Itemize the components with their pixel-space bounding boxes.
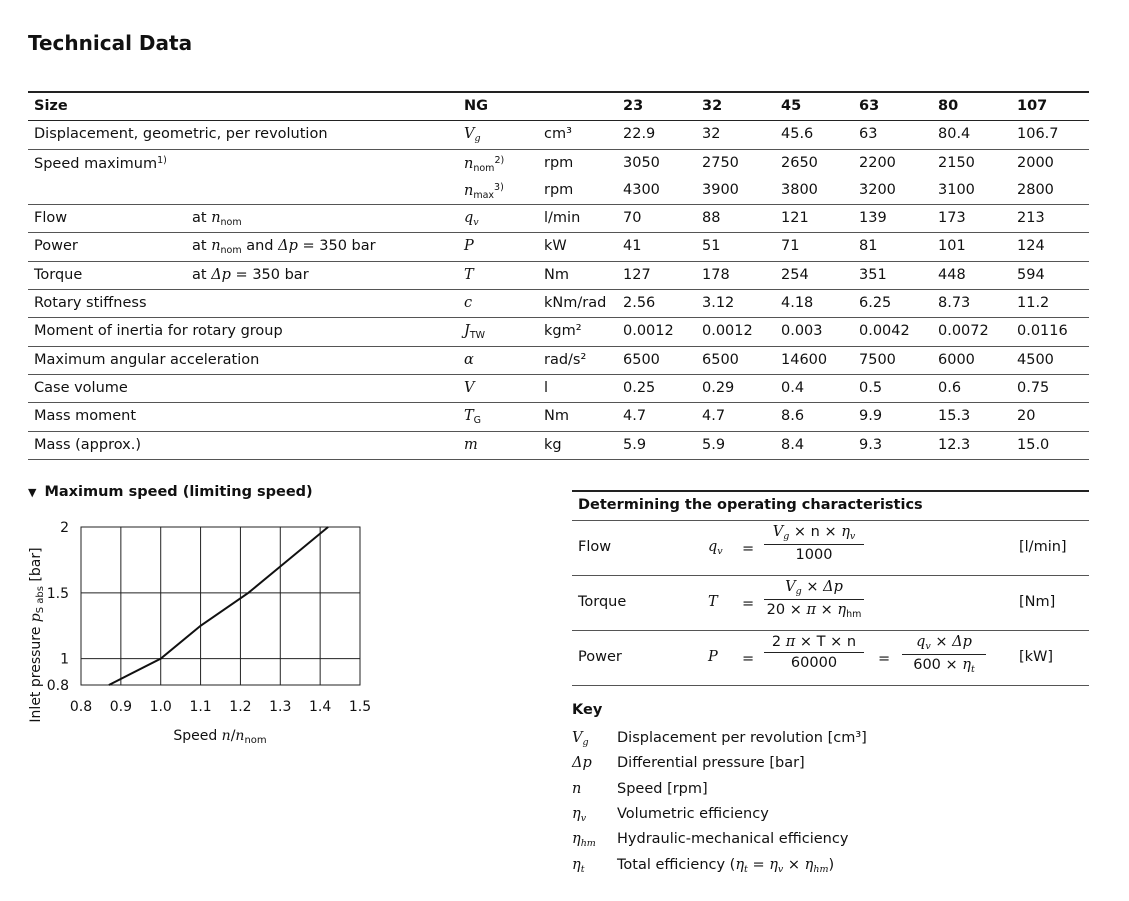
table-cell: 3900 (702, 181, 739, 198)
x-tick-label: 1.3 (269, 699, 292, 715)
x-tick-label: 1.1 (189, 699, 212, 715)
formula-unit: [kW] (1019, 649, 1054, 665)
row-symbol: α (464, 351, 474, 368)
key-text: Hydraulic-mechanical efficiency (617, 831, 849, 847)
header-size: Size (34, 98, 68, 114)
table-cell: 0.4 (781, 379, 805, 396)
table-cell: 6500 (623, 351, 660, 368)
row-label: Flow (34, 210, 68, 227)
table-row (28, 318, 1089, 346)
formula-equals: = (742, 651, 755, 667)
y-tick-label: 0.8 (46, 678, 69, 694)
table-cell: 594 (1017, 266, 1045, 283)
formula-fraction: $\frac{q_v \times \Delta p}{600 \times \eta_t}$ (902, 634, 986, 675)
formula-label: Torque (578, 594, 627, 610)
table-cell: 4.7 (623, 408, 647, 425)
table-cell: 63 (859, 126, 878, 143)
chart-title: ▼ Maximum speed (limiting speed) (28, 484, 313, 500)
x-tick-label: 0.9 (109, 699, 132, 715)
chart-xlabel: Speed $n/n_{nom}$ (173, 728, 267, 746)
table-cell: 20 (1017, 408, 1036, 425)
row-unit: kgm² (544, 323, 582, 340)
table-row (28, 290, 1089, 318)
table-row (28, 403, 1089, 431)
table-cell: 8.4 (781, 436, 805, 453)
x-tick-label: 1.0 (149, 699, 172, 715)
row-label: Moment of inertia for rotary group (34, 323, 283, 340)
table-cell: 15.0 (1017, 436, 1050, 453)
formula-label: Power (578, 649, 622, 665)
row-symbol: c (464, 295, 473, 312)
row-symbol: $n_{max}^{3)}$ (464, 181, 504, 201)
row-unit: rpm (544, 181, 574, 198)
formula-fraction: $V_g \times \Delta p$ $20 \times \pi \times \eta_{hm}$ (764, 579, 864, 620)
table-row (28, 205, 1089, 233)
table-row (28, 432, 1089, 460)
table-cell: 3800 (781, 181, 818, 198)
x-tick-label: 1.4 (309, 699, 332, 715)
row-symbol: V (464, 379, 475, 396)
row-symbol: T (464, 266, 474, 283)
row-unit: kNm/rad (544, 295, 607, 312)
table-row (28, 262, 1089, 290)
formula-symbol: T (708, 594, 718, 610)
chart-series (109, 527, 328, 685)
table-cell: 4300 (623, 181, 660, 198)
table-cell: 6500 (702, 351, 739, 368)
table-cell: 0.75 (1017, 379, 1050, 396)
table-cell: 22.9 (623, 126, 656, 143)
row-symbol: $n_{nom}^{2)}$ (464, 154, 505, 174)
plot-frame (81, 527, 360, 685)
table-cell: 3.12 (702, 295, 735, 312)
key-text: Total efficiency $(\eta_t = \eta_v \times \eta_{hm})$ (617, 857, 835, 875)
row-symbol: $T_G$ (464, 408, 482, 427)
formula-label: Flow (578, 539, 612, 555)
speed-chart (20, 515, 400, 755)
table-cell: 0.6 (938, 379, 962, 396)
y-tick-label: 1.5 (46, 585, 69, 602)
table-cell: 0.29 (702, 379, 735, 396)
key-title: Key (572, 702, 603, 718)
formula-unit: [l/min] (1019, 539, 1067, 555)
table-cell: 121 (781, 210, 809, 227)
key-symbol: Δp (572, 755, 592, 771)
x-tick-label: 0.8 (69, 699, 93, 715)
formula-equals: = (742, 541, 755, 557)
table-cell: 173 (938, 210, 966, 227)
table-cell: 2150 (938, 154, 975, 171)
table-cell: 0.0116 (1017, 323, 1068, 340)
table-cell: 3050 (623, 154, 660, 171)
header-size-value: 107 (1017, 98, 1048, 114)
table-cell: 2000 (1017, 154, 1054, 171)
row-condition: at $n_{nom}$ (192, 210, 242, 229)
table-cell: 213 (1017, 210, 1045, 227)
formula-equals: = (878, 651, 891, 667)
row-unit: kW (544, 238, 567, 255)
row-condition: at $n_{nom}$ and Δp = 350 bar (192, 238, 376, 257)
row-label: Mass moment (34, 408, 137, 425)
formula-fraction: $\frac{V_g \times n \times \eta_v}{1000}$ (764, 524, 864, 563)
table-cell: 81 (859, 238, 878, 255)
chart-ylabel: Inlet pressure $p_{S abs}$ [bar] (28, 547, 46, 723)
table-cell: 11.2 (1017, 295, 1050, 312)
header-symbol: NG (464, 98, 489, 114)
table-cell: 32 (702, 126, 721, 143)
formula-symbol: P (708, 649, 718, 665)
key-text: Speed [rpm] (617, 781, 708, 797)
row-unit: kg (544, 436, 562, 453)
table-cell: 6000 (938, 351, 975, 368)
key-text: Displacement per revolution [cm³] (617, 730, 867, 746)
table-cell: 3100 (938, 181, 975, 198)
series-line-limit (109, 527, 328, 685)
y-tick-label: 2 (60, 520, 69, 536)
table-cell: 12.3 (938, 436, 971, 453)
formula-row-torque (572, 576, 1089, 631)
table-cell: 8.6 (781, 408, 805, 425)
table-cell: 0.003 (781, 323, 823, 340)
table-cell: 2750 (702, 154, 739, 171)
table-cell: 2200 (859, 154, 896, 171)
table-cell: 0.0072 (938, 323, 989, 340)
table-cell: 351 (859, 266, 887, 283)
row-label: Rotary stiffness (34, 295, 147, 312)
row-unit: cm³ (544, 126, 572, 143)
row-label: Mass (approx.) (34, 436, 141, 453)
page-title: Technical Data (28, 31, 193, 55)
table-cell: 5.9 (623, 436, 647, 453)
header-size-value: 23 (623, 98, 644, 114)
row-unit: rpm (544, 154, 574, 171)
table-cell: 41 (623, 238, 642, 255)
row-unit: l/min (544, 210, 581, 227)
table-cell: 51 (702, 238, 721, 255)
row-label: Displacement, geometric, per revolution (34, 126, 328, 143)
key-symbol: $V_g$ (572, 730, 589, 748)
row-label: Case volume (34, 379, 128, 396)
row-label: Speed maximum$^{1)}$ (34, 154, 167, 172)
row-symbol: P (464, 238, 474, 255)
header-size-value: 80 (938, 98, 959, 114)
table-cell: 101 (938, 238, 966, 255)
spec-table (28, 91, 1089, 460)
table-row (28, 347, 1089, 375)
table-cell: 106.7 (1017, 126, 1059, 143)
table-row (28, 177, 1089, 205)
formula-unit: [Nm] (1019, 594, 1056, 610)
row-label: Maximum angular acceleration (34, 351, 260, 368)
table-cell: 70 (623, 210, 642, 227)
row-label: Torque (34, 266, 83, 283)
table-cell: 0.0012 (702, 323, 753, 340)
table-cell: 14600 (781, 351, 828, 368)
table-cell: 139 (859, 210, 887, 227)
table-cell: 0.5 (859, 379, 883, 396)
header-size-value: 63 (859, 98, 880, 114)
key-symbol: $\eta_{hm}$ (572, 831, 596, 849)
table-cell: 45.6 (781, 126, 814, 143)
row-symbol: $J_{TW}$ (464, 323, 486, 342)
row-symbol: m (464, 436, 478, 453)
table-row (28, 121, 1089, 149)
row-condition: at Δp = 350 bar (192, 266, 309, 283)
chart-ticks (47, 520, 371, 715)
formula-symbol: $q_v$ (708, 539, 723, 557)
table-cell: 88 (702, 210, 721, 227)
table-cell: 0.0012 (623, 323, 674, 340)
header-size-value: 32 (702, 98, 723, 114)
formula-equals: = (742, 596, 755, 612)
x-tick-label: 1.5 (348, 699, 372, 715)
table-cell: 0.0042 (859, 323, 910, 340)
row-unit: Nm (544, 408, 569, 425)
table-cell: 71 (781, 238, 800, 255)
table-cell: 4.7 (702, 408, 726, 425)
x-tick-label: 1.2 (229, 699, 252, 715)
header-size-value: 45 (781, 98, 802, 114)
table-cell: 3200 (859, 181, 896, 198)
y-tick-label: 1 (60, 651, 69, 668)
row-label: Power (34, 238, 78, 255)
formula-title: Determining the operating characteristics (578, 497, 923, 513)
table-cell: 9.9 (859, 408, 883, 425)
row-unit: Nm (544, 266, 569, 283)
table-row (28, 150, 1089, 177)
table-cell: 127 (623, 266, 651, 283)
formula-table (572, 490, 1089, 686)
table-cell: 15.3 (938, 408, 971, 425)
table-cell: 254 (781, 266, 809, 283)
table-cell: 2.56 (623, 295, 656, 312)
table-cell: 2800 (1017, 181, 1054, 198)
key-symbol: $\eta_t$ (572, 857, 585, 875)
chart-grid (81, 527, 360, 685)
formula-fraction: $\frac{2 \pi \times T \times n}{60000}$ (764, 634, 864, 671)
table-cell: 80.4 (938, 126, 971, 143)
row-unit: l (544, 379, 549, 396)
row-unit: rad/s² (544, 351, 587, 368)
table-cell: 9.3 (859, 436, 883, 453)
table-cell: 124 (1017, 238, 1045, 255)
table-row (28, 233, 1089, 261)
table-cell: 4500 (1017, 351, 1054, 368)
table-cell: 178 (702, 266, 730, 283)
key-text: Volumetric efficiency (617, 806, 769, 822)
table-header-row (28, 93, 1089, 121)
key-symbol: $\eta_v$ (572, 806, 587, 824)
table-row (28, 375, 1089, 403)
triangle-down-icon: ▼ (28, 486, 37, 499)
table-cell: 8.73 (938, 295, 971, 312)
formula-header (572, 492, 1089, 521)
table-cell: 6.25 (859, 295, 892, 312)
table-cell: 448 (938, 266, 966, 283)
table-cell: 7500 (859, 351, 896, 368)
formula-row-flow (572, 521, 1089, 576)
key-text: Differential pressure [bar] (617, 755, 805, 771)
row-symbol: $q_v$ (464, 210, 479, 229)
key-symbol: n (572, 781, 582, 797)
table-cell: 4.18 (781, 295, 814, 312)
formula-row-power (572, 631, 1089, 686)
row-symbol: $V_g$ (464, 126, 481, 145)
table-cell: 5.9 (702, 436, 726, 453)
table-cell: 0.25 (623, 379, 656, 396)
table-cell: 2650 (781, 154, 818, 171)
